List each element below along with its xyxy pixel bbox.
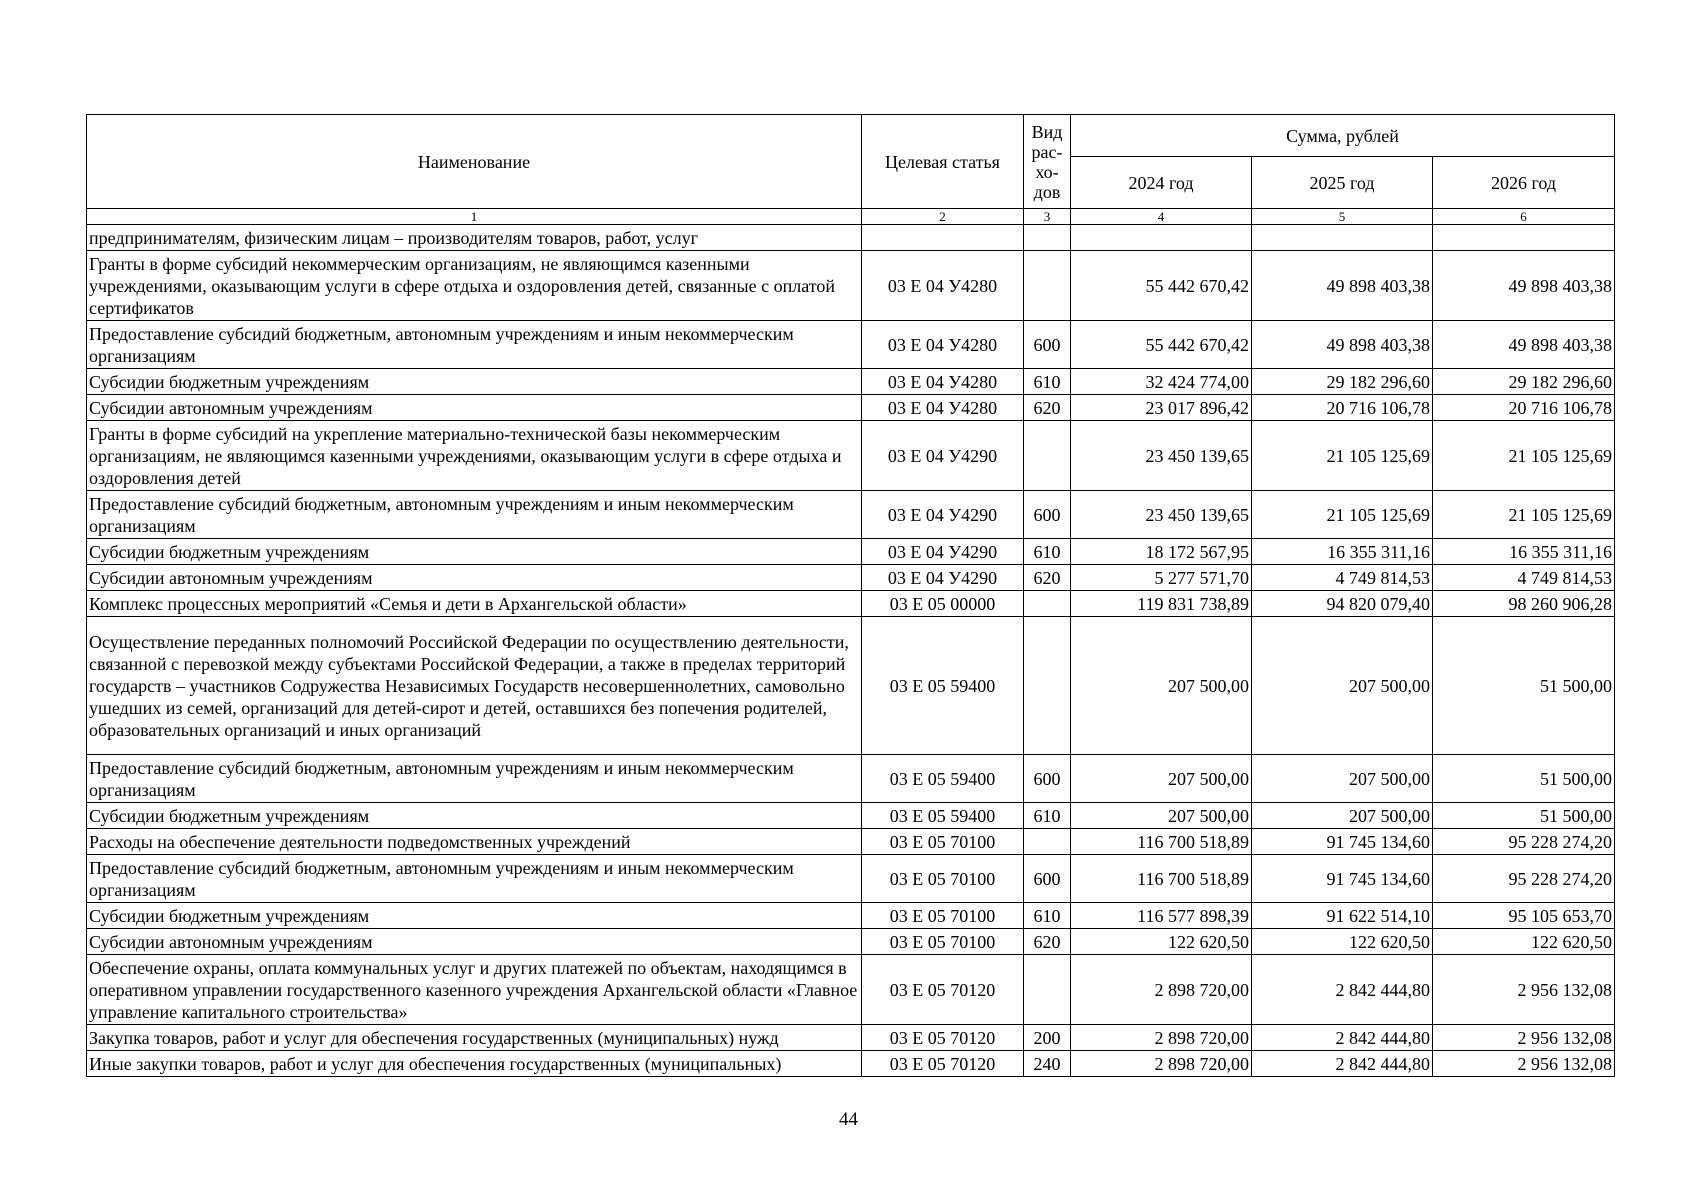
row-expense-type [1024,251,1071,321]
table-row [87,369,1615,395]
column-number: 3 [1024,209,1071,225]
row-sum-2024: 5 277 571,70 [1071,565,1252,591]
row-sum-2024: 116 700 518,89 [1071,855,1252,903]
row-sum-2025 [1252,225,1433,251]
row-sum-2024 [1071,225,1252,251]
table-row [87,929,1615,955]
row-name: Комплекс процессных мероприятий «Семья и дети в Архангельской области» [87,591,862,617]
row-sum-2026: 95 105 653,70 [1433,903,1615,929]
column-number: 4 [1071,209,1252,225]
row-target-article: 03 Е 05 70120 [862,1051,1024,1077]
row-name: Предоставление субсидий бюджетным, автономным учреждениям и иным некоммерческим организациям [87,321,862,369]
row-sum-2025: 16 355 311,16 [1252,539,1433,565]
row-expense-type [1024,617,1071,755]
row-target-article: 03 Е 04 У4290 [862,565,1024,591]
row-target-article: 03 Е 05 70100 [862,829,1024,855]
row-target-article: 03 Е 05 70120 [862,1025,1024,1051]
row-target-article: 03 Е 05 59400 [862,803,1024,829]
row-name: Субсидии автономным учреждениям [87,395,862,421]
row-sum-2026: 21 105 125,69 [1433,491,1615,539]
row-expense-type: 600 [1024,755,1071,803]
row-expense-type [1024,591,1071,617]
row-sum-2025: 2 842 444,80 [1252,955,1433,1025]
row-name: предпринимателям, физическим лицам – производителям товаров, работ, услуг [87,225,862,251]
row-sum-2025: 21 105 125,69 [1252,421,1433,491]
row-sum-2026: 49 898 403,38 [1433,251,1615,321]
row-sum-2024: 2 898 720,00 [1071,955,1252,1025]
row-sum-2025: 2 842 444,80 [1252,1025,1433,1051]
row-expense-type: 200 [1024,1025,1071,1051]
row-sum-2026: 98 260 906,28 [1433,591,1615,617]
table-row [87,395,1615,421]
row-sum-2025: 49 898 403,38 [1252,321,1433,369]
row-expense-type: 240 [1024,1051,1071,1077]
row-sum-2024: 18 172 567,95 [1071,539,1252,565]
row-expense-type [1024,955,1071,1025]
row-target-article: 03 Е 04 У4280 [862,369,1024,395]
row-sum-2026: 21 105 125,69 [1433,421,1615,491]
row-target-article: 03 Е 05 70120 [862,955,1024,1025]
row-expense-type: 600 [1024,491,1071,539]
table-row [87,321,1615,369]
row-sum-2026: 2 956 132,08 [1433,1051,1615,1077]
table-row [87,591,1615,617]
row-sum-2026: 49 898 403,38 [1433,321,1615,369]
row-sum-2026: 29 182 296,60 [1433,369,1615,395]
row-target-article: 03 Е 04 У4280 [862,251,1024,321]
page-number: 44 [839,1109,858,1130]
table-body [87,225,1615,1077]
row-target-article: 03 Е 05 70100 [862,903,1024,929]
table-row [87,539,1615,565]
row-name: Иные закупки товаров, работ и услуг для обеспечения государственных (муниципальных) [87,1051,862,1077]
row-sum-2026: 122 620,50 [1433,929,1615,955]
table-row [87,1051,1615,1077]
row-sum-2024: 55 442 670,42 [1071,321,1252,369]
row-name: Гранты в форме субсидий на укрепление материально-технической базы некоммерческим организациям, не являющимся казенными учреждениями, оказывающим услуги в сфере отдыха и оздоровления детей [87,421,862,491]
header-name: Наименование [87,115,862,209]
header-year-2025: 2025 год [1252,157,1433,209]
row-sum-2025: 21 105 125,69 [1252,491,1433,539]
row-sum-2024: 2 898 720,00 [1071,1051,1252,1077]
row-target-article: 03 Е 04 У4290 [862,491,1024,539]
column-number: 6 [1433,209,1615,225]
row-name: Обеспечение охраны, оплата коммунальных услуг и других платежей по объектам, находящимся в оперативном управлении государственного казенного учреждения Архангельской области «Главное управление капитального строительства» [87,955,862,1025]
table-row [87,1025,1615,1051]
table-row [87,225,1615,251]
row-expense-type: 620 [1024,395,1071,421]
table-row [87,803,1615,829]
column-number-row [87,209,1615,225]
row-name: Субсидии бюджетным учреждениям [87,539,862,565]
row-sum-2024: 207 500,00 [1071,803,1252,829]
row-sum-2024: 55 442 670,42 [1071,251,1252,321]
row-target-article: 03 Е 05 00000 [862,591,1024,617]
row-sum-2024: 2 898 720,00 [1071,1025,1252,1051]
row-sum-2024: 32 424 774,00 [1071,369,1252,395]
row-sum-2025: 91 745 134,60 [1252,829,1433,855]
row-name: Осуществление переданных полномочий Российской Федерации по осуществлению деятельности, связанной с перевозкой между субъектами Российской Федерации, а также в пределах территорий государств – участников Содружества Независимых Государств несовершеннолетних, самовольно ушедших из семей, организаций для детей-сирот и детей, оставшихся без попечения родителей, образовательных организаций и иных организаций [87,617,862,755]
row-sum-2025: 122 620,50 [1252,929,1433,955]
row-expense-type [1024,225,1071,251]
row-sum-2025: 207 500,00 [1252,755,1433,803]
row-sum-2024: 207 500,00 [1071,617,1252,755]
row-sum-2025: 207 500,00 [1252,803,1433,829]
header-expense-type: Вид рас-хо-дов [1024,115,1071,209]
row-sum-2024: 23 450 139,65 [1071,421,1252,491]
row-sum-2025: 49 898 403,38 [1252,251,1433,321]
row-expense-type [1024,829,1071,855]
row-target-article: 03 Е 04 У4280 [862,321,1024,369]
row-sum-2026: 51 500,00 [1433,803,1615,829]
row-target-article: 03 Е 04 У4290 [862,539,1024,565]
row-name: Гранты в форме субсидий некоммерческим организациям, не являющимся казенными учреждениями, оказывающим услуги в сфере отдыха и оздоровления детей, связанные с оплатой сертификатов [87,251,862,321]
header-year-2024: 2024 год [1071,157,1252,209]
row-sum-2026: 95 228 274,20 [1433,855,1615,903]
row-sum-2024: 116 700 518,89 [1071,829,1252,855]
row-sum-2024: 207 500,00 [1071,755,1252,803]
row-name: Субсидии бюджетным учреждениям [87,369,862,395]
row-name: Субсидии бюджетным учреждениям [87,903,862,929]
row-expense-type: 620 [1024,565,1071,591]
row-expense-type [1024,421,1071,491]
row-target-article: 03 Е 04 У4280 [862,395,1024,421]
table-header [87,115,1615,225]
row-target-article [862,225,1024,251]
row-target-article: 03 Е 05 70100 [862,855,1024,903]
row-expense-type: 610 [1024,369,1071,395]
row-sum-2025: 4 749 814,53 [1252,565,1433,591]
row-sum-2025: 91 622 514,10 [1252,903,1433,929]
row-name: Субсидии бюджетным учреждениям [87,803,862,829]
row-sum-2026: 51 500,00 [1433,755,1615,803]
budget-table [86,114,1615,1077]
table-row [87,829,1615,855]
row-expense-type: 600 [1024,855,1071,903]
row-sum-2026: 95 228 274,20 [1433,829,1615,855]
row-name: Предоставление субсидий бюджетным, автономным учреждениям и иным некоммерческим организациям [87,491,862,539]
header-sum: Сумма, рублей [1071,115,1615,157]
row-sum-2026: 2 956 132,08 [1433,955,1615,1025]
row-sum-2026: 51 500,00 [1433,617,1615,755]
row-name: Субсидии автономным учреждениям [87,929,862,955]
row-sum-2024: 23 017 896,42 [1071,395,1252,421]
column-number: 5 [1252,209,1433,225]
table-row [87,855,1615,903]
row-sum-2025: 2 842 444,80 [1252,1051,1433,1077]
row-sum-2026: 20 716 106,78 [1433,395,1615,421]
header-year-2026: 2026 год [1433,157,1615,209]
row-name: Предоставление субсидий бюджетным, автономным учреждениям и иным некоммерческим организациям [87,855,862,903]
row-name: Расходы на обеспечение деятельности подведомственных учреждений [87,829,862,855]
row-expense-type: 620 [1024,929,1071,955]
column-number: 2 [862,209,1024,225]
table-row [87,755,1615,803]
row-name: Предоставление субсидий бюджетным, автономным учреждениям и иным некоммерческим организациям [87,755,862,803]
row-sum-2025: 207 500,00 [1252,617,1433,755]
table-row [87,903,1615,929]
row-expense-type: 610 [1024,539,1071,565]
row-name: Закупка товаров, работ и услуг для обеспечения государственных (муниципальных) нужд [87,1025,862,1051]
row-expense-type: 610 [1024,903,1071,929]
row-target-article: 03 Е 04 У4290 [862,421,1024,491]
row-name: Субсидии автономным учреждениям [87,565,862,591]
table-row [87,491,1615,539]
table-row [87,955,1615,1025]
row-sum-2024: 122 620,50 [1071,929,1252,955]
row-sum-2024: 23 450 139,65 [1071,491,1252,539]
row-sum-2026: 2 956 132,08 [1433,1025,1615,1051]
row-sum-2026 [1433,225,1615,251]
row-sum-2025: 29 182 296,60 [1252,369,1433,395]
row-sum-2024: 119 831 738,89 [1071,591,1252,617]
header-target-article: Целевая статья [862,115,1024,209]
row-sum-2025: 20 716 106,78 [1252,395,1433,421]
row-expense-type: 600 [1024,321,1071,369]
column-number: 1 [87,209,862,225]
row-sum-2026: 16 355 311,16 [1433,539,1615,565]
table-row [87,617,1615,755]
row-target-article: 03 Е 05 59400 [862,755,1024,803]
table-row [87,251,1615,321]
row-target-article: 03 Е 05 59400 [862,617,1024,755]
table-row [87,565,1615,591]
table-row [87,421,1615,491]
row-expense-type: 610 [1024,803,1071,829]
row-sum-2025: 94 820 079,40 [1252,591,1433,617]
row-sum-2026: 4 749 814,53 [1433,565,1615,591]
row-sum-2025: 91 745 134,60 [1252,855,1433,903]
row-sum-2024: 116 577 898,39 [1071,903,1252,929]
row-target-article: 03 Е 05 70100 [862,929,1024,955]
